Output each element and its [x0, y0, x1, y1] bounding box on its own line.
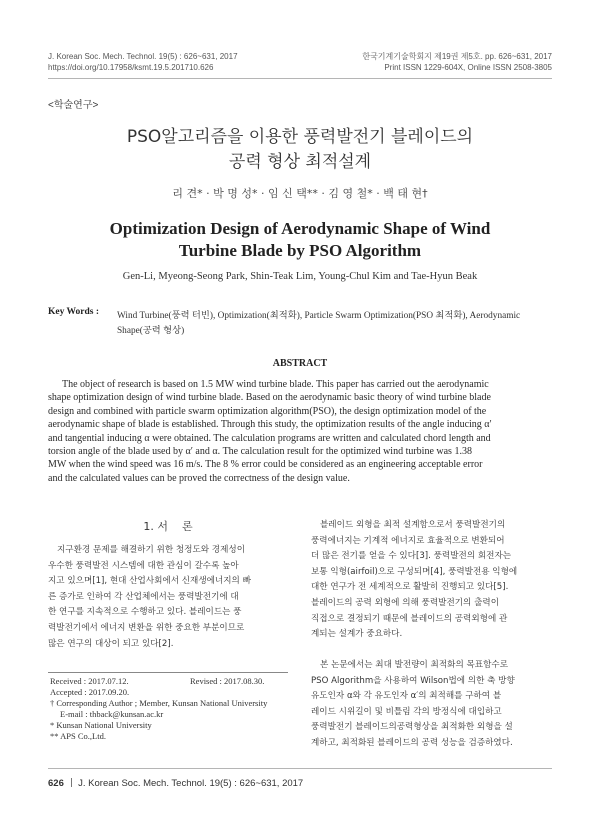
intro-line: 른 증가로 인하여 각 산업체에서는 풍력발전기에 대 — [48, 591, 239, 602]
intro-line: 우수한 풍력발전 시스템에 대한 관심이 갈수록 높아 — [48, 560, 239, 571]
issn-info: Print ISSN 1229-604X, Online ISSN 2508-3805 — [384, 63, 552, 72]
journal-citation: J. Korean Soc. Mech. Technol. 19(5) : 626~631, 2017 — [48, 52, 238, 61]
body-line: 더 많은 전기를 얻을 수 있다[3]. 풍력발전의 회전자는 — [311, 551, 512, 562]
body-line: 레이드 시위길이 및 비틀림 각의 방정식에 대입하고 — [311, 706, 502, 717]
page-footer — [48, 778, 303, 789]
abstract-line: The object of research is based on 1.5 MW wind turbine blade. This paper has carried out the aerodynamic — [62, 379, 489, 390]
keywords-label: Key Words : — [48, 307, 100, 317]
abstract-line: and the calculated values can be proved the correctness of the design value. — [48, 472, 350, 484]
body-line: 본 논문에서는 최대 발전량이 최적화의 목표함수로 — [320, 660, 508, 670]
body-line: 유도인자 α와 각 유도인자 α′의 최적해를 구하여 블 — [311, 691, 502, 702]
author-email[interactable]: E-mail : thback@kunsan.ac.kr — [60, 709, 164, 719]
body-line: 직접으로 결정되기 때문에 블레이드의 공력외형에 관 — [311, 613, 508, 624]
affiliation-kunsan: * Kunsan National University — [50, 720, 152, 730]
body-line: 계되는 설계가 중요하다. — [311, 629, 403, 640]
abstract-heading: ABSTRACT — [272, 358, 328, 369]
body-line: 계하고, 최적화된 블레이드의 공력 성능을 검증하였다. — [311, 737, 513, 748]
keywords-line1: Wind Turbine(풍력 터빈), Optimization(최적화), Particle Swarm Optimization(PSO 최적화), Aerodynamic — [117, 311, 521, 321]
intro-line: 한 연구를 지속적으로 수행하고 있다. 블레이드는 풍 — [48, 607, 242, 618]
corresponding-author: † Corresponding Author ; Member, Kunsan National University — [50, 698, 268, 708]
intro-line: 지고 있으며[1], 현대 산업사회에서 신재생에너지의 빠 — [48, 576, 251, 587]
title-ko-line1: PSO알고리즘을 이용한 풍력발전기 블레이드의 — [126, 127, 474, 147]
abstract-text — [48, 378, 552, 485]
section-heading-introduction: 1. 서 론 — [143, 520, 193, 533]
article-category: <학술연구> — [48, 100, 99, 111]
abstract-line: shape optimization design of wind turbine blade. Based on the aerodynamic basic theory of wind turbine blade — [48, 392, 491, 404]
title-en-line1: Optimization Design of Aerodynamic Shape of Wind — [109, 219, 491, 238]
revised-date: Revised : 2017.08.30. — [190, 676, 265, 686]
affiliation-aps: ** APS Co.,Ltd. — [50, 731, 106, 741]
title-ko-line2: 공력 형상 최적설계 — [228, 152, 372, 172]
intro-line: 지구환경 문제를 해결하기 위한 청정도와 경제성이 — [57, 545, 245, 555]
footer-separator — [71, 778, 72, 787]
body-line: 블레이드 외형을 최적 설계함으로서 풍력발전기의 — [320, 520, 506, 530]
footer-rule — [48, 768, 552, 769]
received-date: Received : 2017.07.12. — [50, 676, 129, 686]
body-line: 보통 익형(airfoil)으로 구성되며[4], 풍력발전용 익형에 — [311, 566, 518, 577]
doi-link[interactable]: https://doi.org/10.17958/ksmt.19.5.201710.626 — [48, 63, 214, 72]
intro-line: 력발전기에서 에너지 변환을 위한 중요한 부분이므로 — [48, 622, 245, 633]
abstract-line: design and combined with particle swarm optimization algorithm(PSO), the design optimization model of the — [48, 405, 487, 417]
body-line: 풍력발전기 블레이드의공력형상을 최적화한 외형을 설 — [311, 722, 513, 733]
authors-ko: 리 견* · 박 명 성* · 임 신 택** · 김 영 철* · 백 태 현† — [172, 187, 428, 200]
abstract-line: aerodynamic shape of blade is established. Through this study, the optimization results of the angle inducing α′ — [48, 419, 492, 431]
body-line: 블레이드의 공력 외형에 의해 풍력발전기의 출력이 — [311, 597, 499, 608]
header-rule — [48, 78, 552, 79]
abstract-line: MW when the wind speed was 16 m/s. The 8 % error could be considered as an engineering acceptable error — [48, 459, 483, 471]
footnote-rule — [48, 672, 288, 673]
journal-citation-ko: 한국기계기술학회지 제19권 제5호. pp. 626~631, 2017 — [362, 52, 552, 61]
authors-en: Gen-Li, Myeong-Seong Park, Shin-Teak Lim, Young-Chul Kim and Tae-Hyun Beak — [122, 271, 478, 282]
footer-citation: J. Korean Soc. Mech. Technol. 19(5) : 626~631, 2017 — [78, 778, 304, 789]
right-column-para2 — [311, 658, 555, 752]
body-line: 풍력에너지는 기계적 에너지로 효율적으로 변환되어 — [311, 535, 505, 546]
right-column-para1 — [311, 518, 555, 643]
page-number: 626 — [48, 778, 64, 789]
intro-line: 많은 연구의 대상이 되고 있다[2]. — [48, 638, 174, 649]
intro-paragraph — [48, 543, 292, 652]
body-line: 대한 연구가 전 세계적으로 활발히 진행되고 있다[5]. — [311, 582, 509, 593]
accepted-date: Accepted : 2017.09.20. — [50, 687, 130, 697]
keywords-line2: Shape(공력 형상) — [117, 326, 185, 336]
abstract-line: torsion angle of the blade used by α′ and α. The calculation result for the optimized wind turbine was 1.38 — [48, 446, 472, 458]
title-en-line2: Turbine Blade by PSO Algorithm — [178, 241, 422, 260]
body-line: PSO Algorithm을 사용하여 Wilson법에 의한 축 방향 — [311, 675, 515, 686]
abstract-line: and tangential inducing α were obtained. The calculation programs are written and calculated chord length and — [48, 432, 491, 444]
